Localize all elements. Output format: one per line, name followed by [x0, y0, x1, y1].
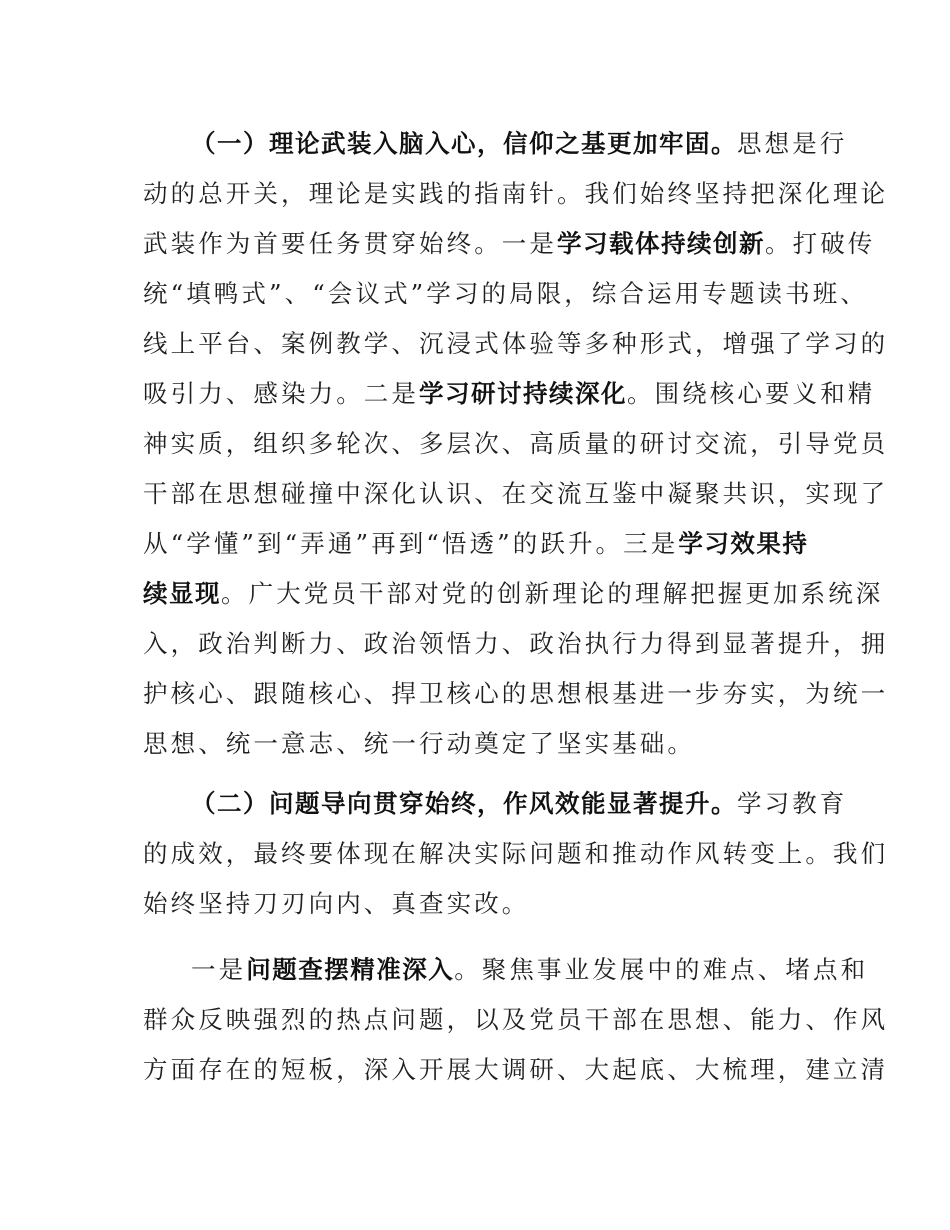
- text-run: 思想是行: [737, 129, 848, 158]
- section-3-line-1: [191, 955, 869, 984]
- section-1-heading: （一）理论武装入脑入心，信仰之基更加牢固。: [191, 129, 737, 158]
- section-1-line-11: [143, 629, 889, 658]
- section-1-line-8: [143, 479, 889, 508]
- section-2-line-1: [191, 789, 848, 818]
- text-run: 武装作为首要任务贯穿始终。一是: [143, 229, 557, 258]
- text-run: 入，政治判断力、政治领悟力、政治执行力得到显著提升，拥: [143, 629, 889, 658]
- section-3-line-3: [143, 1055, 889, 1084]
- section-2-line-3: [143, 889, 530, 918]
- text-run: 始终坚持刀刃向内、真查实改。: [143, 889, 530, 918]
- section-1-line-10: [143, 579, 884, 608]
- section-1-line-4: [143, 279, 868, 308]
- bold-phrase: 续显现: [143, 579, 221, 608]
- text-run: 护核心、跟随核心、捍卫核心的思想根基进一步夯实，为统一: [143, 679, 889, 708]
- section-1-line-2: [143, 179, 889, 208]
- text-run: 。打破传: [765, 229, 876, 258]
- section-3-heading: 问题查摆精准深入: [246, 955, 455, 984]
- section-1-line-1: [191, 129, 848, 158]
- text-run: 从“学懂”到“弄通”再到“悟透”的跃升。三是: [143, 529, 679, 558]
- section-1-line-5: [143, 329, 889, 358]
- section-1-line-9: [143, 529, 809, 558]
- text-run: 统“填鸭式”、“会议式”学习的局限，综合运用专题读书班、: [143, 279, 868, 308]
- text-run: 干部在思想碰撞中深化认识、在交流互鉴中凝聚共识，实现了: [143, 479, 889, 508]
- section-3-line-2: [143, 1005, 889, 1034]
- text-run: 。广大党员干部对党的创新理论的理解把握更加系统深: [221, 579, 884, 608]
- text-run: 思想、统一意志、统一行动奠定了坚实基础。: [143, 729, 695, 758]
- bold-phrase: 学习研讨持续深化: [419, 379, 627, 408]
- text-run: 方面存在的短板，深入开展大调研、大起底、大梳理，建立清: [143, 1055, 889, 1084]
- text-run: 动的总开关，理论是实践的指南针。我们始终坚持把深化理论: [143, 179, 889, 208]
- text-run: 线上平台、案例教学、沉浸式体验等多种形式，增强了学习的: [143, 329, 889, 358]
- text-run: 一是: [191, 955, 247, 984]
- section-1-line-12: [143, 679, 889, 708]
- text-run: 群众反映强烈的热点问题，以及党员干部在思想、能力、作风: [143, 1005, 889, 1034]
- text-run: 学习教育: [737, 789, 848, 818]
- text-run: 神实质，组织多轮次、多层次、高质量的研讨交流，引导党员: [143, 429, 889, 458]
- text-run: 。围绕核心要义和精: [627, 379, 876, 408]
- bold-phrase: 学习效果持: [678, 529, 809, 558]
- section-2-heading: （二）问题导向贯穿始终，作风效能显著提升。: [191, 789, 737, 818]
- section-1-line-7: [143, 429, 889, 458]
- section-2-line-2: [143, 839, 889, 868]
- bold-phrase: 学习载体持续创新: [557, 229, 765, 258]
- section-1-line-6: [143, 379, 876, 408]
- text-run: 。聚焦事业发展中的难点、堵点和: [454, 955, 869, 984]
- section-1-line-13: [143, 729, 695, 758]
- text-run: 吸引力、感染力。二是: [143, 379, 419, 408]
- text-run: 的成效，最终要体现在解决实际问题和推动作风转变上。我们: [143, 839, 889, 868]
- section-1-line-3: [143, 229, 876, 258]
